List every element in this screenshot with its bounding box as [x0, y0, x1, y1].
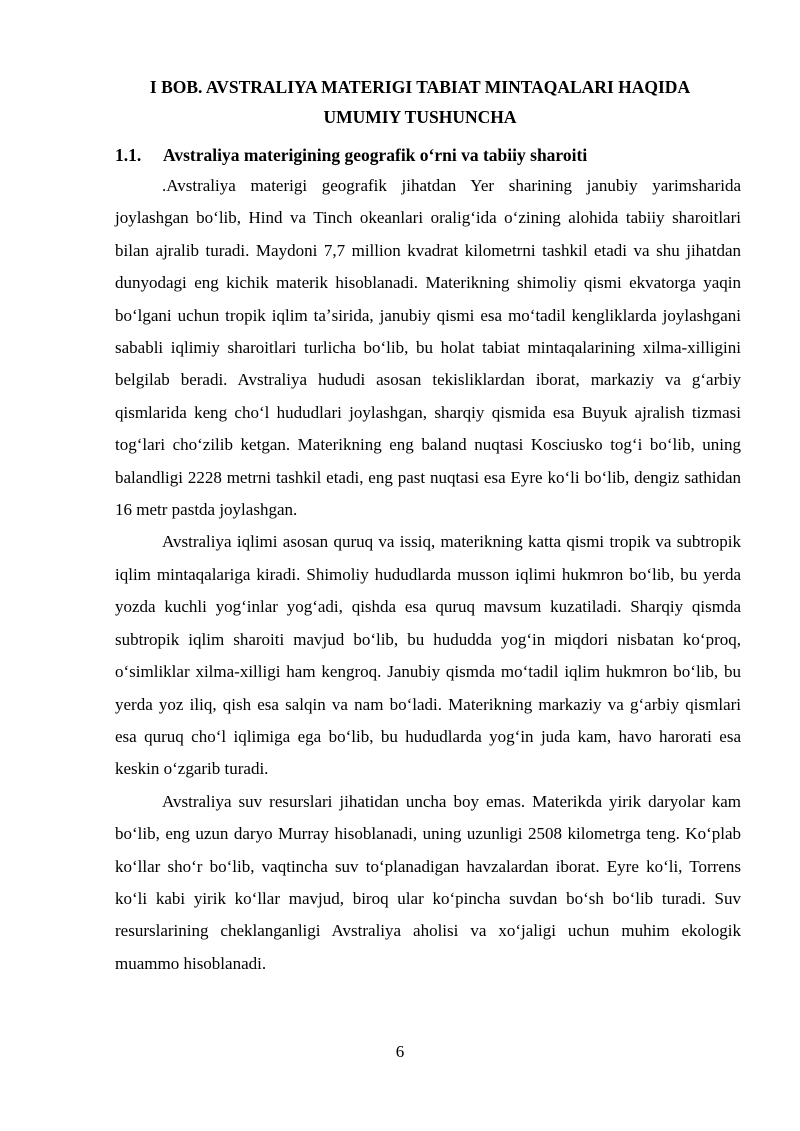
paragraph: Avstraliya suv resurslari jihatidan uncha boy emas. Materikda yirik daryolar kam boʻlib, eng uzun daryo Murray hisoblanadi, uning uzunligi 2508 kilometrga teng. Koʻplab koʻllar shoʻr boʻlib, vaqtincha suv toʻplanadigan havzalardan iborat. Eyre koʻli, Torrens koʻli kabi yirik koʻllar mavjud, biroq ular koʻpincha suvdan boʻsh boʻlib turadi. Suv resurslarining cheklanganligi Avstraliya aholisi va xoʻjaligi uchun muhim ekologik muammo hisoblanadi.	[115, 791, 741, 973]
chapter-title	[100, 72, 740, 132]
paragraph: .Avstraliya materigi geografik jihatdan Yer sharining janubiy yarimsharida joylashgan boʻlib, Hind va Tinch okeanlari oraligʻida oʻzining alohida tabiiy sharoitlari bilan ajralib turadi. Maydoni 7,7 million kvadrat kilometrni tashkil etadi va shu jihatdan dunyodagi eng kichik materik hisoblanadi. Materikning shimoliy qismi ekvatorga yaqin boʻlgani uchun tropik iqlim taʼsirida, janubiy qismi esa moʻtadil kengliklarda joylashgani sababli iqlimiy sharoitlari turlicha boʻlib, bu holat tabiat mintaqalarining xilma-xilligini belgilab beradi. Avstraliya hududi asosan tekisliklardan iborat, markaziy va gʻarbiy qismlarida keng choʻl hududlari joylashgan, sharqiy qismida esa Buyuk ajralish tizmasi togʻlari choʻzilib ketgan. Materikning eng baland nuqtasi Kosciusko togʻi boʻlib, uning balandligi 2228 metrni tashkil etadi, eng past nuqtasi esa Eyre koʻli boʻlib, dengiz sathidan 16 metr pastda joylashgan.	[115, 176, 741, 520]
body-text	[115, 170, 741, 980]
section-title: Avstraliya materigining geografik oʻrni va tabiiy sharoiti	[163, 145, 588, 165]
paragraph: Avstraliya iqlimi asosan quruq va issiq, materikning katta qismi tropik va subtropik iqlim mintaqalariga kiradi. Shimoliy hududlarda musson iqlimi hukmron boʻlib, bu yerda yozda kuchli yogʻinlar yogʻadi, qishda esa quruq mavsum kuzatiladi. Sharqiy qismda subtropik iqlim sharoiti mavjud boʻlib, bu hududda yogʻin miqdori nisbatan koʻproq, oʻsimliklar xilma-xilligi ham kengroq. Janubiy qismda moʻtadil iqlim hukmron boʻlib, bu yerda yoz iliq, qish esa salqin va nam boʻladi. Materikning markaziy va gʻarbiy qismlari esa quruq choʻl iqlimiga ega boʻlib, bu hududlarda yogʻin juda kam, havo harorati esa keskin oʻzgarib turadi.	[115, 532, 741, 779]
section-number: 1.1.	[115, 145, 142, 165]
page-number: 6	[395, 1042, 405, 1061]
chapter-title-line-2: UMUMIY TUSHUNCHA	[323, 107, 517, 127]
chapter-title-line-1: I BOB. AVSTRALIYA MATERIGI TABIAT MINTAQALARI HAQIDA	[149, 77, 691, 97]
section-heading	[115, 140, 755, 170]
